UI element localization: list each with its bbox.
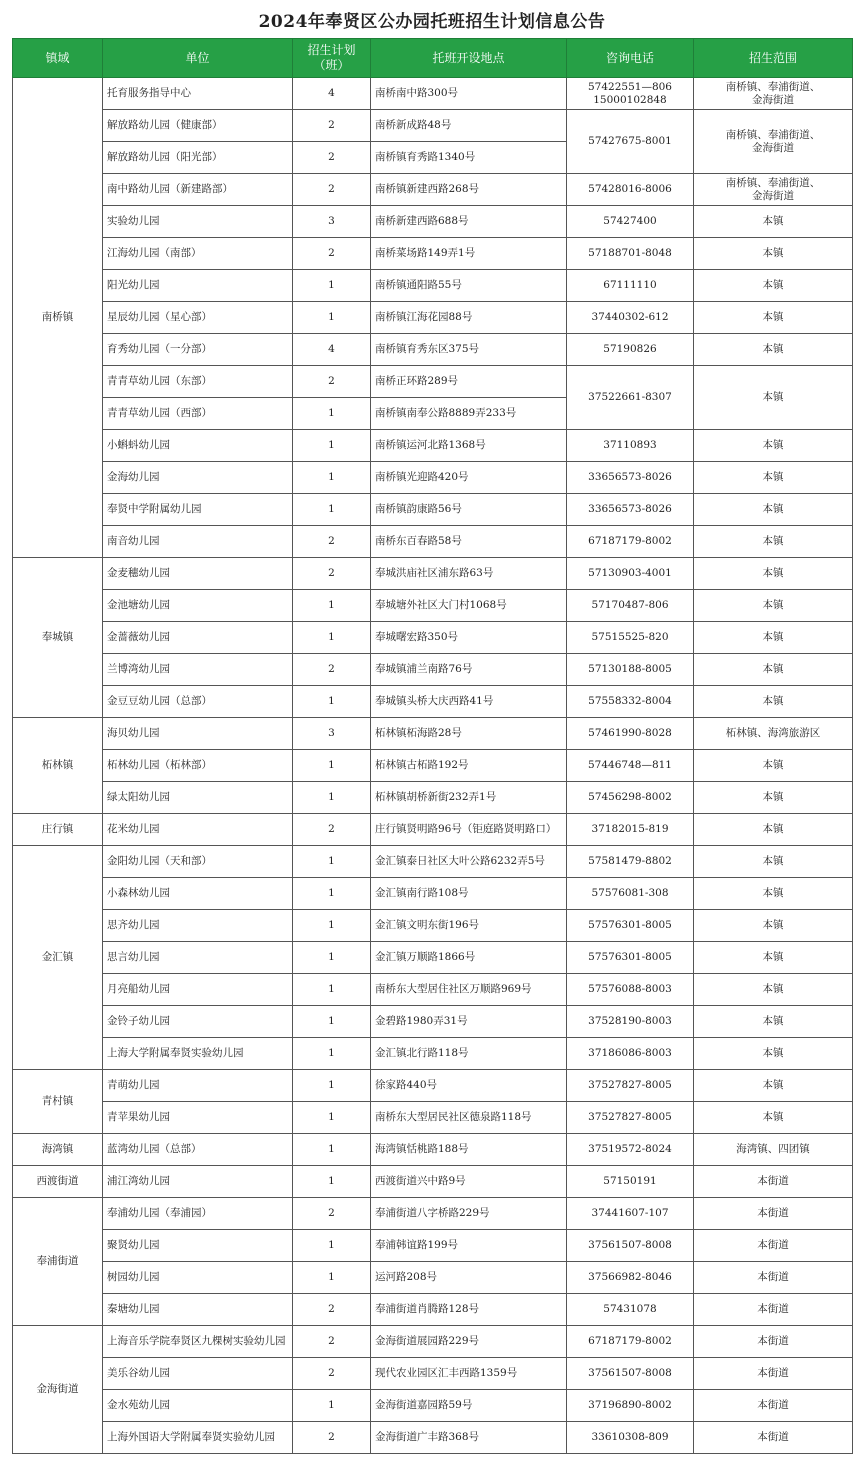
address-cell: 南桥镇光迎路420号 bbox=[371, 462, 567, 494]
town-cell: 海湾镇 bbox=[13, 1134, 103, 1166]
classes-cell: 1 bbox=[293, 846, 371, 878]
phone-cell: 57170487-806 bbox=[567, 590, 694, 622]
table-row bbox=[13, 526, 853, 558]
table-row bbox=[13, 654, 853, 686]
classes-cell: 1 bbox=[293, 1134, 371, 1166]
table-row bbox=[13, 718, 853, 750]
table-row bbox=[13, 846, 853, 878]
unit-cell: 柘林幼儿园（柘林部） bbox=[103, 750, 293, 782]
unit-cell: 小蝌蚪幼儿园 bbox=[103, 430, 293, 462]
phone-cell: 57422551—806 15000102848 bbox=[567, 78, 694, 110]
unit-cell: 树园幼儿园 bbox=[103, 1262, 293, 1294]
address-cell: 金海街道广丰路368号 bbox=[371, 1422, 567, 1454]
scope-cell: 本街道 bbox=[694, 1294, 853, 1326]
phone-cell: 37110893 bbox=[567, 430, 694, 462]
page-title: 2024年奉贤区公办园托班招生计划信息公告 bbox=[258, 12, 606, 32]
scope-cell: 本镇 bbox=[694, 846, 853, 878]
classes-cell: 2 bbox=[293, 1294, 371, 1326]
unit-cell: 浦江湾幼儿园 bbox=[103, 1166, 293, 1198]
table-row bbox=[13, 302, 853, 334]
phone-cell: 57576088-8003 bbox=[567, 974, 694, 1006]
unit-cell: 南中路幼儿园（新建路部） bbox=[103, 174, 293, 206]
scope-cell: 本街道 bbox=[694, 1230, 853, 1262]
classes-cell: 1 bbox=[293, 302, 371, 334]
phone-cell: 37182015-819 bbox=[567, 814, 694, 846]
town-cell: 青村镇 bbox=[13, 1070, 103, 1134]
scope-cell: 本镇 bbox=[694, 750, 853, 782]
unit-cell: 思言幼儿园 bbox=[103, 942, 293, 974]
classes-cell: 1 bbox=[293, 398, 371, 430]
unit-cell: 青萌幼儿园 bbox=[103, 1070, 293, 1102]
unit-cell: 月亮船幼儿园 bbox=[103, 974, 293, 1006]
table-row bbox=[13, 910, 853, 942]
unit-cell: 金麦穗幼儿园 bbox=[103, 558, 293, 590]
table-row bbox=[13, 942, 853, 974]
phone-cell: 57188701-8048 bbox=[567, 238, 694, 270]
unit-cell: 实验幼儿园 bbox=[103, 206, 293, 238]
address-cell: 奉浦街道八字桥路229号 bbox=[371, 1198, 567, 1230]
classes-cell: 1 bbox=[293, 1102, 371, 1134]
classes-cell: 2 bbox=[293, 238, 371, 270]
table-row bbox=[13, 238, 853, 270]
table-row bbox=[13, 1166, 853, 1198]
scope-cell: 本镇 bbox=[694, 622, 853, 654]
table-row bbox=[13, 1326, 853, 1358]
table-row bbox=[13, 78, 853, 110]
address-cell: 柘林镇古柘路192号 bbox=[371, 750, 567, 782]
table-row bbox=[13, 1006, 853, 1038]
phone-cell: 37196890-8002 bbox=[567, 1390, 694, 1422]
unit-cell: 海贝幼儿园 bbox=[103, 718, 293, 750]
scope-cell: 本镇 bbox=[694, 814, 853, 846]
table-row bbox=[13, 558, 853, 590]
unit-cell: 南音幼儿园 bbox=[103, 526, 293, 558]
address-cell: 奉浦韩谊路199号 bbox=[371, 1230, 567, 1262]
phone-cell: 37527827-8005 bbox=[567, 1070, 694, 1102]
classes-cell: 1 bbox=[293, 750, 371, 782]
unit-cell: 托育服务指导中心 bbox=[103, 78, 293, 110]
unit-cell: 青青草幼儿园（西部） bbox=[103, 398, 293, 430]
scope-cell: 本镇 bbox=[694, 334, 853, 366]
phone-cell: 57431078 bbox=[567, 1294, 694, 1326]
classes-cell: 2 bbox=[293, 1422, 371, 1454]
address-cell: 金海街道嘉园路59号 bbox=[371, 1390, 567, 1422]
scope-cell: 本镇 bbox=[694, 1038, 853, 1070]
table-row bbox=[13, 462, 853, 494]
phone-cell: 57576081-308 bbox=[567, 878, 694, 910]
header-scope: 招生范围 bbox=[694, 39, 853, 78]
table-row bbox=[13, 974, 853, 1006]
classes-cell: 3 bbox=[293, 206, 371, 238]
unit-cell: 育秀幼儿园（一分部） bbox=[103, 334, 293, 366]
classes-cell: 4 bbox=[293, 78, 371, 110]
table-row bbox=[13, 782, 853, 814]
unit-cell: 兰博湾幼儿园 bbox=[103, 654, 293, 686]
unit-cell: 金海幼儿园 bbox=[103, 462, 293, 494]
address-cell: 金汇镇北行路118号 bbox=[371, 1038, 567, 1070]
table-row bbox=[13, 686, 853, 718]
phone-cell: 37528190-8003 bbox=[567, 1006, 694, 1038]
table-row bbox=[13, 430, 853, 462]
address-cell: 金汇镇泰日社区大叶公路6232弄5号 bbox=[371, 846, 567, 878]
town-cell: 金海街道 bbox=[13, 1326, 103, 1454]
classes-cell: 1 bbox=[293, 910, 371, 942]
unit-cell: 青苹果幼儿园 bbox=[103, 1102, 293, 1134]
phone-cell: 37561507-8008 bbox=[567, 1358, 694, 1390]
scope-cell: 本镇 bbox=[694, 1006, 853, 1038]
address-cell: 金碧路1980弄31号 bbox=[371, 1006, 567, 1038]
unit-cell: 上海大学附属奉贤实验幼儿园 bbox=[103, 1038, 293, 1070]
table-row bbox=[13, 622, 853, 654]
address-cell: 金汇镇万顺路1866号 bbox=[371, 942, 567, 974]
enrollment-plan-table bbox=[12, 38, 853, 1454]
scope-cell: 本镇 bbox=[694, 1070, 853, 1102]
table-row bbox=[13, 814, 853, 846]
classes-cell: 1 bbox=[293, 1038, 371, 1070]
classes-cell: 1 bbox=[293, 1166, 371, 1198]
phone-cell: 33656573-8026 bbox=[567, 462, 694, 494]
scope-cell: 本街道 bbox=[694, 1326, 853, 1358]
classes-cell: 2 bbox=[293, 366, 371, 398]
address-cell: 柘林镇胡桥新街232弄1号 bbox=[371, 782, 567, 814]
phone-cell: 37561507-8008 bbox=[567, 1230, 694, 1262]
address-cell: 南桥南中路300号 bbox=[371, 78, 567, 110]
address-cell: 金海街道展园路229号 bbox=[371, 1326, 567, 1358]
town-cell: 柘林镇 bbox=[13, 718, 103, 814]
classes-cell: 2 bbox=[293, 1358, 371, 1390]
phone-cell: 57456298-8002 bbox=[567, 782, 694, 814]
classes-cell: 1 bbox=[293, 1262, 371, 1294]
scope-cell: 本街道 bbox=[694, 1198, 853, 1230]
scope-cell: 本镇 bbox=[694, 878, 853, 910]
phone-cell: 57130903-4001 bbox=[567, 558, 694, 590]
address-cell: 南桥新建西路688号 bbox=[371, 206, 567, 238]
address-cell: 南桥东大型居民社区德泉路118号 bbox=[371, 1102, 567, 1134]
unit-cell: 花米幼儿园 bbox=[103, 814, 293, 846]
unit-cell: 青青草幼儿园（东部） bbox=[103, 366, 293, 398]
phone-cell: 33656573-8026 bbox=[567, 494, 694, 526]
table-row bbox=[13, 1102, 853, 1134]
unit-cell: 金铃子幼儿园 bbox=[103, 1006, 293, 1038]
address-cell: 奉城镇头桥大庆西路41号 bbox=[371, 686, 567, 718]
table-row bbox=[13, 1358, 853, 1390]
scope-cell: 海湾镇、四团镇 bbox=[694, 1134, 853, 1166]
scope-cell: 本街道 bbox=[694, 1358, 853, 1390]
classes-cell: 1 bbox=[293, 878, 371, 910]
unit-cell: 金豆豆幼儿园（总部） bbox=[103, 686, 293, 718]
address-cell: 南桥镇江海花园88号 bbox=[371, 302, 567, 334]
address-cell: 奉城塘外社区大门村1068号 bbox=[371, 590, 567, 622]
address-cell: 运河路208号 bbox=[371, 1262, 567, 1294]
unit-cell: 小森林幼儿园 bbox=[103, 878, 293, 910]
address-cell: 南桥镇通阳路55号 bbox=[371, 270, 567, 302]
unit-cell: 上海外国语大学附属奉贤实验幼儿园 bbox=[103, 1422, 293, 1454]
address-cell: 南桥镇运河北路1368号 bbox=[371, 430, 567, 462]
table-row bbox=[13, 1294, 853, 1326]
address-cell: 南桥菜场路149弄1号 bbox=[371, 238, 567, 270]
unit-cell: 奉贤中学附属幼儿园 bbox=[103, 494, 293, 526]
phone-cell: 37519572-8024 bbox=[567, 1134, 694, 1166]
address-cell: 现代农业园区汇丰西路1359号 bbox=[371, 1358, 567, 1390]
scope-cell: 本镇 bbox=[694, 590, 853, 622]
table-row bbox=[13, 590, 853, 622]
table-row bbox=[13, 1038, 853, 1070]
classes-cell: 2 bbox=[293, 814, 371, 846]
address-cell: 南桥正环路289号 bbox=[371, 366, 567, 398]
scope-cell: 南桥镇、奉浦街道、 金海街道 bbox=[694, 78, 853, 110]
phone-cell: 37441607-107 bbox=[567, 1198, 694, 1230]
town-cell: 西渡街道 bbox=[13, 1166, 103, 1198]
phone-cell: 57150191 bbox=[567, 1166, 694, 1198]
phone-cell: 57428016-8006 bbox=[567, 174, 694, 206]
phone-cell: 57461990-8028 bbox=[567, 718, 694, 750]
classes-cell: 2 bbox=[293, 526, 371, 558]
table-row bbox=[13, 206, 853, 238]
header-classes: 招生计划 （班） bbox=[293, 39, 371, 78]
classes-cell: 2 bbox=[293, 174, 371, 206]
unit-cell: 思齐幼儿园 bbox=[103, 910, 293, 942]
table-row bbox=[13, 270, 853, 302]
phone-cell: 57581479-8802 bbox=[567, 846, 694, 878]
table-row bbox=[13, 494, 853, 526]
address-cell: 南桥镇韵康路56号 bbox=[371, 494, 567, 526]
unit-cell: 蓝湾幼儿园（总部） bbox=[103, 1134, 293, 1166]
scope-cell: 南桥镇、奉浦街道、 金海街道 bbox=[694, 110, 853, 174]
phone-cell: 37566982-8046 bbox=[567, 1262, 694, 1294]
unit-cell: 江海幼儿园（南部） bbox=[103, 238, 293, 270]
address-cell: 柘林镇柘海路28号 bbox=[371, 718, 567, 750]
scope-cell: 本街道 bbox=[694, 1422, 853, 1454]
table-row bbox=[13, 174, 853, 206]
classes-cell: 1 bbox=[293, 590, 371, 622]
table-header-row bbox=[13, 39, 853, 78]
scope-cell: 本街道 bbox=[694, 1166, 853, 1198]
table-row bbox=[13, 1198, 853, 1230]
classes-cell: 1 bbox=[293, 782, 371, 814]
table-row bbox=[13, 1230, 853, 1262]
classes-cell: 1 bbox=[293, 686, 371, 718]
scope-cell: 本镇 bbox=[694, 974, 853, 1006]
address-cell: 金汇镇南行路108号 bbox=[371, 878, 567, 910]
scope-cell: 本镇 bbox=[694, 206, 853, 238]
unit-cell: 阳光幼儿园 bbox=[103, 270, 293, 302]
scope-cell: 本镇 bbox=[694, 302, 853, 334]
address-cell: 奉城镇浦兰南路76号 bbox=[371, 654, 567, 686]
table-row bbox=[13, 1390, 853, 1422]
phone-cell: 33610308-809 bbox=[567, 1422, 694, 1454]
town-cell: 金汇镇 bbox=[13, 846, 103, 1070]
town-cell: 庄行镇 bbox=[13, 814, 103, 846]
phone-cell: 57427675-8001 bbox=[567, 110, 694, 174]
classes-cell: 2 bbox=[293, 142, 371, 174]
address-cell: 南桥镇育秀路1340号 bbox=[371, 142, 567, 174]
classes-cell: 1 bbox=[293, 494, 371, 526]
address-cell: 金汇镇文明东街196号 bbox=[371, 910, 567, 942]
address-cell: 南桥东百春路58号 bbox=[371, 526, 567, 558]
classes-cell: 1 bbox=[293, 622, 371, 654]
scope-cell: 本镇 bbox=[694, 654, 853, 686]
unit-cell: 解放路幼儿园（健康部） bbox=[103, 110, 293, 142]
table-row bbox=[13, 366, 853, 398]
scope-cell: 本镇 bbox=[694, 366, 853, 430]
scope-cell: 本镇 bbox=[694, 270, 853, 302]
scope-cell: 本镇 bbox=[694, 526, 853, 558]
scope-cell: 本镇 bbox=[694, 494, 853, 526]
classes-cell: 2 bbox=[293, 110, 371, 142]
address-cell: 奉城曙宏路350号 bbox=[371, 622, 567, 654]
phone-cell: 57190826 bbox=[567, 334, 694, 366]
table-row bbox=[13, 1262, 853, 1294]
table-row bbox=[13, 878, 853, 910]
scope-cell: 本镇 bbox=[694, 558, 853, 590]
scope-cell: 南桥镇、奉浦街道、 金海街道 bbox=[694, 174, 853, 206]
classes-cell: 1 bbox=[293, 270, 371, 302]
header-town: 镇域 bbox=[13, 39, 103, 78]
table-row bbox=[13, 334, 853, 366]
scope-cell: 本镇 bbox=[694, 942, 853, 974]
address-cell: 南桥镇南奉公路8889弄233号 bbox=[371, 398, 567, 430]
phone-cell: 57515525-820 bbox=[567, 622, 694, 654]
unit-cell: 绿太阳幼儿园 bbox=[103, 782, 293, 814]
classes-cell: 1 bbox=[293, 1006, 371, 1038]
unit-cell: 秦塘幼儿园 bbox=[103, 1294, 293, 1326]
address-cell: 徐家路440号 bbox=[371, 1070, 567, 1102]
table-row bbox=[13, 750, 853, 782]
scope-cell: 本镇 bbox=[694, 686, 853, 718]
scope-cell: 本街道 bbox=[694, 1262, 853, 1294]
town-cell: 南桥镇 bbox=[13, 78, 103, 558]
scope-cell: 本镇 bbox=[694, 910, 853, 942]
phone-cell: 57576301-8005 bbox=[567, 942, 694, 974]
scope-cell: 柘林镇、海湾旅游区 bbox=[694, 718, 853, 750]
phone-cell: 57130188-8005 bbox=[567, 654, 694, 686]
phone-cell: 37522661-8307 bbox=[567, 366, 694, 430]
table-row bbox=[13, 110, 853, 142]
scope-cell: 本镇 bbox=[694, 238, 853, 270]
address-cell: 奉城洪庙社区浦东路63号 bbox=[371, 558, 567, 590]
unit-cell: 奉浦幼儿园（奉浦园） bbox=[103, 1198, 293, 1230]
unit-cell: 星辰幼儿园（星心部） bbox=[103, 302, 293, 334]
phone-cell: 57427400 bbox=[567, 206, 694, 238]
classes-cell: 3 bbox=[293, 718, 371, 750]
phone-cell: 67111110 bbox=[567, 270, 694, 302]
address-cell: 南桥新成路48号 bbox=[371, 110, 567, 142]
header-unit: 单位 bbox=[103, 39, 293, 78]
address-cell: 南桥镇新建西路268号 bbox=[371, 174, 567, 206]
phone-cell: 57558332-8004 bbox=[567, 686, 694, 718]
classes-cell: 2 bbox=[293, 1198, 371, 1230]
classes-cell: 1 bbox=[293, 1390, 371, 1422]
table-row bbox=[13, 1422, 853, 1454]
address-cell: 庄行镇贤明路96号（钜庭路贤明路口） bbox=[371, 814, 567, 846]
unit-cell: 金池塘幼儿园 bbox=[103, 590, 293, 622]
phone-cell: 67187179-8002 bbox=[567, 526, 694, 558]
header-phone: 咨询电话 bbox=[567, 39, 694, 78]
town-cell: 奉浦街道 bbox=[13, 1198, 103, 1326]
scope-cell: 本镇 bbox=[694, 782, 853, 814]
unit-cell: 金蔷薇幼儿园 bbox=[103, 622, 293, 654]
phone-cell: 67187179-8002 bbox=[567, 1326, 694, 1358]
scope-cell: 本镇 bbox=[694, 1102, 853, 1134]
table-row bbox=[13, 1070, 853, 1102]
classes-cell: 1 bbox=[293, 1230, 371, 1262]
header-address: 托班开设地点 bbox=[371, 39, 567, 78]
address-cell: 南桥东大型居住社区万顺路969号 bbox=[371, 974, 567, 1006]
address-cell: 西渡街道兴中路9号 bbox=[371, 1166, 567, 1198]
table-row bbox=[13, 1134, 853, 1166]
phone-cell: 37527827-8005 bbox=[567, 1102, 694, 1134]
address-cell: 南桥镇育秀东区375号 bbox=[371, 334, 567, 366]
unit-cell: 解放路幼儿园（阳光部） bbox=[103, 142, 293, 174]
unit-cell: 金阳幼儿园（天和部） bbox=[103, 846, 293, 878]
phone-cell: 37440302-612 bbox=[567, 302, 694, 334]
classes-cell: 2 bbox=[293, 1326, 371, 1358]
unit-cell: 聚贤幼儿园 bbox=[103, 1230, 293, 1262]
unit-cell: 美乐谷幼儿园 bbox=[103, 1358, 293, 1390]
scope-cell: 本镇 bbox=[694, 430, 853, 462]
phone-cell: 37186086-8003 bbox=[567, 1038, 694, 1070]
classes-cell: 1 bbox=[293, 1070, 371, 1102]
phone-cell: 57576301-8005 bbox=[567, 910, 694, 942]
scope-cell: 本街道 bbox=[694, 1390, 853, 1422]
address-cell: 奉浦街道肖腾路128号 bbox=[371, 1294, 567, 1326]
phone-cell: 57446748—811 bbox=[567, 750, 694, 782]
classes-cell: 1 bbox=[293, 462, 371, 494]
scope-cell: 本镇 bbox=[694, 462, 853, 494]
unit-cell: 上海音乐学院奉贤区九棵树实验幼儿园 bbox=[103, 1326, 293, 1358]
classes-cell: 2 bbox=[293, 558, 371, 590]
address-cell: 海湾镇恬桃路188号 bbox=[371, 1134, 567, 1166]
classes-cell: 1 bbox=[293, 430, 371, 462]
classes-cell: 4 bbox=[293, 334, 371, 366]
classes-cell: 1 bbox=[293, 974, 371, 1006]
unit-cell: 金水苑幼儿园 bbox=[103, 1390, 293, 1422]
classes-cell: 2 bbox=[293, 654, 371, 686]
town-cell: 奉城镇 bbox=[13, 558, 103, 718]
classes-cell: 1 bbox=[293, 942, 371, 974]
